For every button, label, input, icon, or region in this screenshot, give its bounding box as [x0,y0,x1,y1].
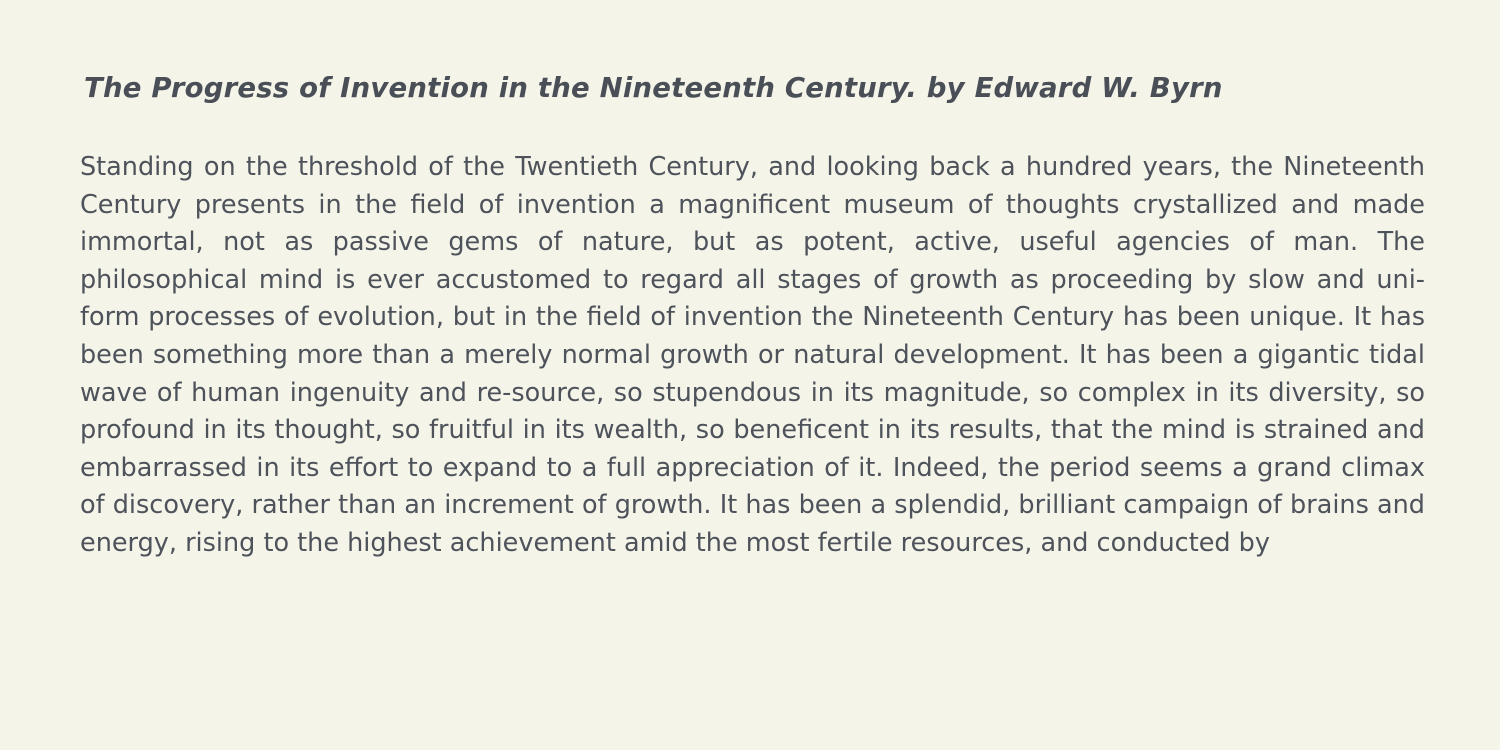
page-title: The Progress of Invention in the Nineteenth Century. by Edward W. Byrn [84,72,1223,104]
body-paragraph: Standing on the threshold of the Twentieth Century, and looking back a hundred years, the Nineteenth Century presents in the field of invention a magnificent museum of thoughts crystallized and made immortal, not as passive gems of nature, but as potent, active, useful agencies of man. The philosophical mind is ever accustomed to regard all stages of growth as proceeding by slow and uni-form processes of evolution, but in the field of invention the Nineteenth Century has been unique. It has been something more than a merely normal growth or natural development. It has been a gigantic tidal wave of human ingenuity and re-source, so stupendous in its magnitude, so complex in its diversity, so profound in its thought, so fruitful in its wealth, so beneficent in its results, that the mind is strained and embarrassed in its effort to expand to a full appreciation of it. Indeed, the period seems a grand climax of discovery, rather than an increment of growth. It has been a splendid, brilliant campaign of brains and energy, rising to the highest achievement amid the most fertile resources, and conducted by [80,152,1425,558]
